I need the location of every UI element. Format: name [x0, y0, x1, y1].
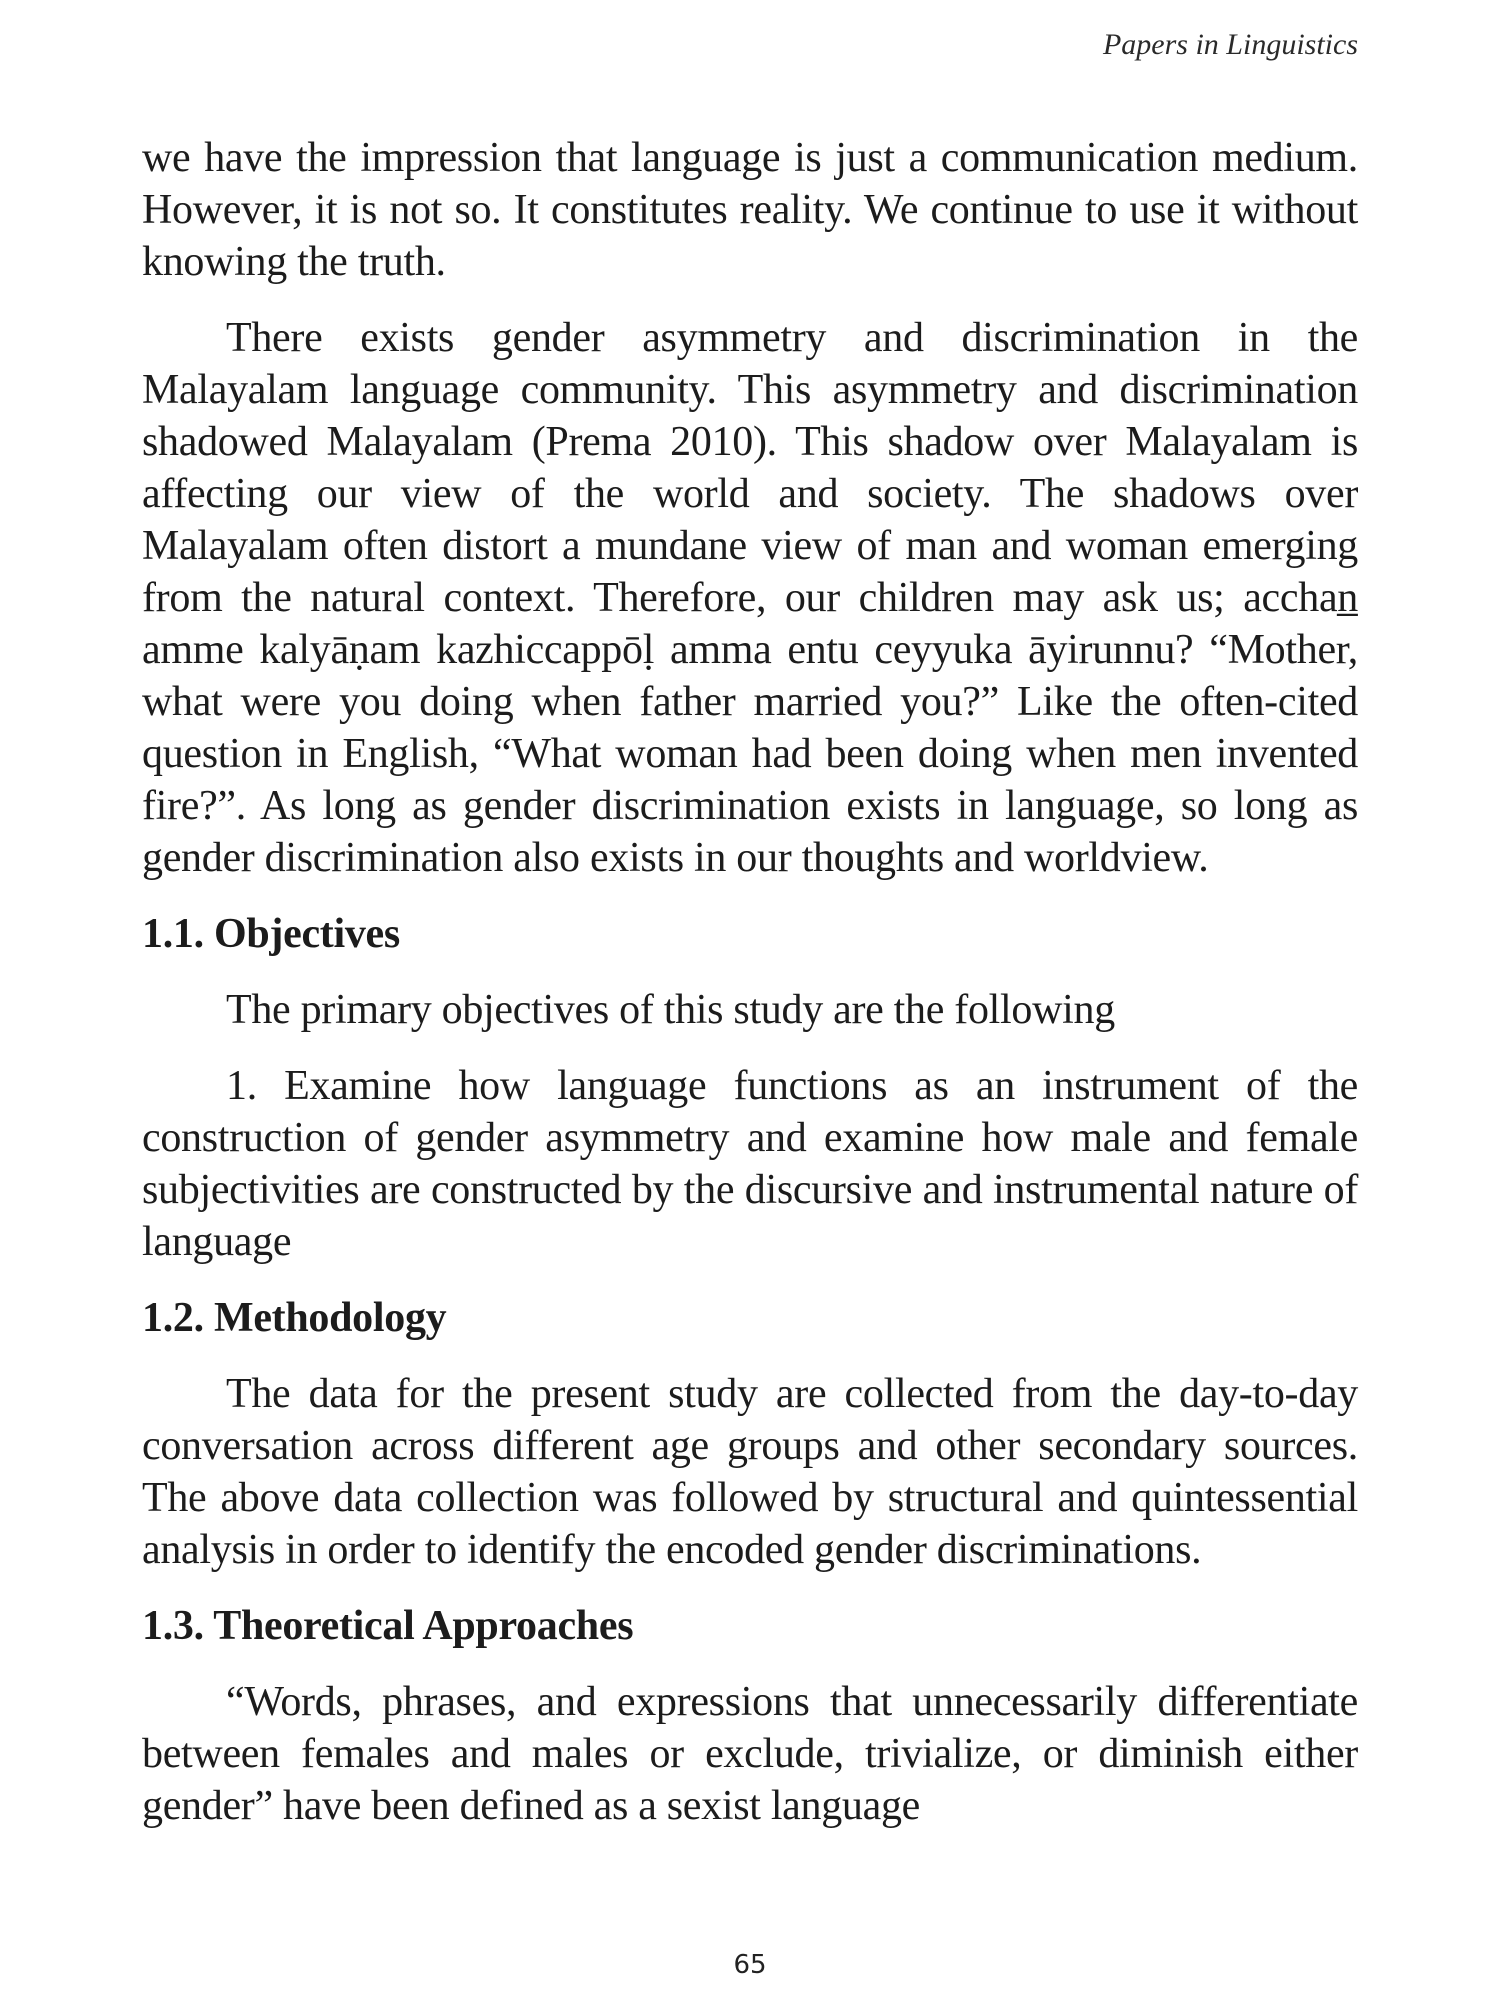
page-body — [142, 132, 1358, 1832]
paragraph-intro: we have the impression that language is just a communication medium. However, it is not so. It constitutes reality. We continue to use it without knowing the truth. — [142, 135, 1358, 285]
running-header-title: Papers in Linguistics — [1102, 28, 1358, 61]
paragraph-objectives-intro: The primary objectives of this study are the following — [226, 987, 1115, 1033]
section-heading-objectives: 1.1. Objectives — [142, 911, 400, 957]
section-heading-theoretical-approaches: 1.3. Theoretical Approaches — [142, 1603, 634, 1649]
paragraph-gender-asymmetry: There exists gender asymmetry and discrimination in the Malayalam language community. This asymmetry and discrimination shadowed Malayalam (Prema 2010). This shadow over Malayalam is affecting our view of the world and society. The shadows over Malayalam often distort a mundane view of man and woman emerging from the natural context. Therefore, our children may ask us; acchan̲ amme kalyāṇam kazhiccappōḷ amma entu ceyyuka āyirunnu? “Mother, what were you doing when father married you?” Like the often-cited question in English, “What woman had been doing when men invented fire?”. As long as gender discrimination exists in language, so long as gender discrimination also exists in our thoughts and worldview. — [142, 315, 1358, 881]
paragraph-methodology: The data for the present study are collected from the day-to-day conversation across different age groups and other secondary sources. The above data collection was followed by structural and quintessential analysis in order to identify the encoded gender discriminations. — [142, 1371, 1358, 1573]
section-heading-methodology: 1.2. Methodology — [142, 1295, 447, 1341]
page-number: 65 — [733, 1950, 767, 1980]
paragraph-objective-item-1: 1. Examine how language functions as an instrument of the construction of gender asymmetry and examine how male and female subjectivities are constructed by the discursive and instrumental nature of language — [142, 1063, 1358, 1265]
paragraph-theoretical-approaches: “Words, phrases, and expressions that unnecessarily differentiate between females and males or exclude, trivialize, or diminish either gender” have been defined as a sexist language — [142, 1679, 1358, 1829]
